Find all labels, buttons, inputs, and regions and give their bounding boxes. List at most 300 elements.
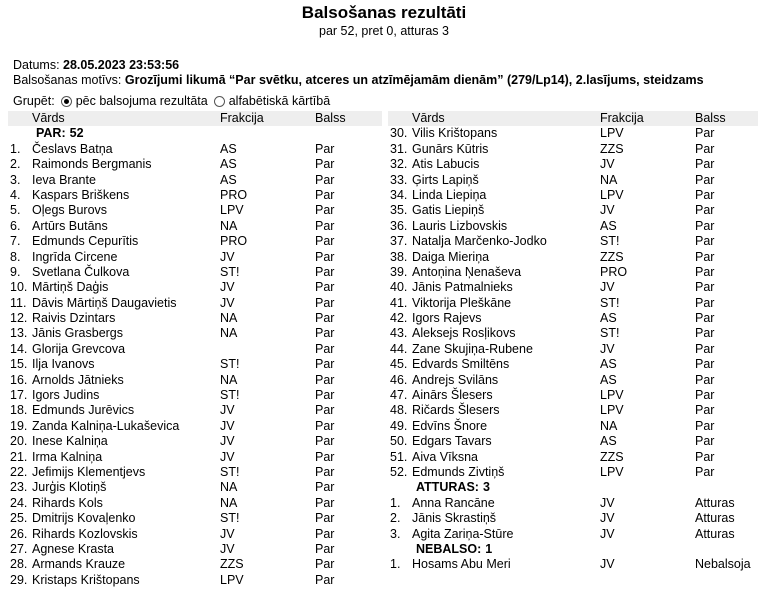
row-number: 36. <box>390 218 408 233</box>
table-row <box>388 250 758 265</box>
deputy-vote: Par <box>315 388 335 403</box>
table-row <box>388 357 758 372</box>
table-row <box>8 434 382 449</box>
table-row <box>388 296 758 311</box>
table-row <box>388 419 758 434</box>
deputy-faction: PRO <box>600 264 628 279</box>
row-number: 9. <box>10 264 21 279</box>
deputy-vote: Par <box>315 280 335 295</box>
deputy-vote: Par <box>695 403 715 418</box>
deputy-faction: JV <box>220 249 235 264</box>
group-label <box>412 542 492 557</box>
vote-motive <box>13 73 704 87</box>
table-row <box>8 188 382 203</box>
deputy-faction: PRO <box>220 187 248 202</box>
table-row <box>8 480 382 495</box>
group-heading <box>388 480 758 495</box>
deputy-vote: Par <box>315 572 335 587</box>
radio-alphabetical[interactable] <box>214 96 225 107</box>
deputy-vote: Atturas <box>695 495 735 510</box>
table-row <box>8 142 382 157</box>
deputy-name: Atis Labucis <box>412 157 480 172</box>
table-row <box>8 450 382 465</box>
group-label <box>32 126 84 141</box>
row-number: 20. <box>10 434 28 449</box>
table-row <box>8 173 382 188</box>
deputy-faction: JV <box>220 418 235 433</box>
deputy-vote: Par <box>695 449 715 464</box>
deputy-name: Igors Rajevs <box>412 311 482 326</box>
deputy-vote: Par <box>315 449 335 464</box>
group-heading <box>388 542 758 557</box>
deputy-name: Rihards Kozlovskis <box>32 526 138 541</box>
row-number: 13. <box>10 326 28 341</box>
deputy-name: Rihards Kols <box>32 495 103 510</box>
motive-label: Balsošanas motīvs: <box>13 73 122 87</box>
deputy-name: Jānis Patmalnieks <box>412 280 513 295</box>
row-number: 3. <box>390 526 401 541</box>
row-number: 4. <box>10 187 21 202</box>
deputy-faction: LPV <box>220 572 244 587</box>
table-row <box>388 496 758 511</box>
row-number: 25. <box>10 511 28 526</box>
column-header-faction: Frakcija <box>600 111 644 125</box>
date-value: 28.05.2023 23:53:56 <box>63 58 180 72</box>
column-header-name: Vārds <box>32 111 65 125</box>
motive-value: Grozījumi likumā “Par svētku, atceres un atzīmējamām dienām” (279/Lp14), 2.lasījums, steidzams <box>124 73 704 87</box>
row-number: 32. <box>390 157 408 172</box>
deputy-faction: NA <box>220 495 238 510</box>
deputy-name: Ieva Brante <box>32 172 96 187</box>
deputy-vote: Par <box>695 126 715 141</box>
deputy-vote: Par <box>695 234 715 249</box>
deputy-name: Svetlana Čulkova <box>32 264 130 279</box>
column-header-faction: Frakcija <box>220 111 264 125</box>
deputy-vote: Par <box>315 218 335 233</box>
deputy-name: Edvards Smiltēns <box>412 357 510 372</box>
table-row <box>8 511 382 526</box>
row-number: 42. <box>390 311 408 326</box>
grouping-control <box>13 94 330 108</box>
row-number: 8. <box>10 249 21 264</box>
deputy-vote: Par <box>315 172 335 187</box>
deputy-name: Inese Kalniņa <box>32 434 108 449</box>
deputy-faction: NA <box>220 326 238 341</box>
deputy-name: Edgars Tavars <box>412 434 492 449</box>
deputy-name: Edmunds Cepurītis <box>32 234 139 249</box>
deputy-vote: Par <box>315 295 335 310</box>
deputy-vote: Par <box>695 295 715 310</box>
deputy-name: Linda Liepiņa <box>412 187 487 202</box>
table-row <box>388 265 758 280</box>
deputy-faction: JV <box>600 280 615 295</box>
row-number: 15. <box>10 357 28 372</box>
deputy-name: Jānis Skrastiņš <box>412 511 497 526</box>
row-number: 40. <box>390 280 408 295</box>
table-row <box>388 234 758 249</box>
deputy-vote: Par <box>315 464 335 479</box>
vote-summary: par 52, pret 0, atturas 3 <box>319 24 449 38</box>
deputy-faction: JV <box>600 511 615 526</box>
deputy-vote: Par <box>315 326 335 341</box>
row-number: 19. <box>10 418 28 433</box>
row-number: 49. <box>390 418 408 433</box>
table-row <box>388 280 758 295</box>
table-row <box>8 419 382 434</box>
table-row <box>388 157 758 172</box>
deputy-faction: ST! <box>220 388 240 403</box>
row-number: 16. <box>10 372 28 387</box>
table-row <box>8 296 382 311</box>
deputy-faction: LPV <box>600 187 624 202</box>
deputy-name: Aiva Vīksna <box>412 449 479 464</box>
deputy-name: Andrejs Svilāns <box>412 372 499 387</box>
table-row <box>8 357 382 372</box>
deputy-name: Jurģis Klotiņš <box>32 480 107 495</box>
table-row <box>8 388 382 403</box>
deputy-faction: JV <box>220 541 235 556</box>
table-row <box>388 557 758 572</box>
row-number: 14. <box>10 341 28 356</box>
deputy-name: Ainārs Šlesers <box>412 388 493 403</box>
deputy-vote: Par <box>315 526 335 541</box>
deputy-vote: Par <box>695 418 715 433</box>
group-label-text: PAR: <box>36 126 66 141</box>
deputy-name: Ričards Šlesers <box>412 403 500 418</box>
deputy-name: Dmitrijs Kovaļenko <box>32 511 136 526</box>
deputy-name: Artūrs Butāns <box>32 218 108 233</box>
table-row <box>8 542 382 557</box>
deputy-faction: JV <box>600 157 615 172</box>
row-number: 26. <box>10 526 28 541</box>
row-number: 45. <box>390 357 408 372</box>
deputy-faction: JV <box>600 557 615 572</box>
table-row <box>388 219 758 234</box>
deputy-faction: LPV <box>220 203 244 218</box>
deputy-name: Raivis Dzintars <box>32 311 116 326</box>
deputy-faction: ST! <box>600 326 620 341</box>
deputy-name: Zanda Kalniņa-Lukaševica <box>32 418 180 433</box>
deputy-faction: ZZS <box>600 249 624 264</box>
row-number: 24. <box>10 495 28 510</box>
row-number: 1. <box>390 557 401 572</box>
deputy-name: Anna Rancāne <box>412 495 495 510</box>
deputy-vote: Par <box>695 264 715 279</box>
deputy-vote: Atturas <box>695 526 735 541</box>
table-row <box>8 342 382 357</box>
deputy-faction: JV <box>220 434 235 449</box>
deputy-name: Ilja Ivanovs <box>32 357 95 372</box>
deputy-vote: Par <box>695 203 715 218</box>
deputy-faction: PRO <box>220 234 248 249</box>
table-row <box>388 142 758 157</box>
deputy-name: Edmunds Jurēvics <box>32 403 135 418</box>
deputy-faction: ST! <box>220 357 240 372</box>
table-row <box>388 188 758 203</box>
table-row <box>8 280 382 295</box>
deputy-name: Natalja Marčenko-Jodko <box>412 234 547 249</box>
deputy-faction: LPV <box>600 464 624 479</box>
row-number: 2. <box>10 157 21 172</box>
row-number: 18. <box>10 403 28 418</box>
radio-alphabetical-label[interactable]: alfabētiskā kārtībā <box>228 94 331 108</box>
row-number: 6. <box>10 218 21 233</box>
deputy-name: Edmunds Zivtiņš <box>412 464 505 479</box>
radio-by-result-label[interactable]: pēc balsojuma rezultāta <box>75 94 208 108</box>
deputy-faction: ST! <box>220 264 240 279</box>
deputy-faction: ZZS <box>220 557 244 572</box>
deputy-faction: JV <box>220 280 235 295</box>
deputy-name: Antoņina Ņenaševa <box>412 264 522 279</box>
row-number: 34. <box>390 187 408 202</box>
deputy-name: Irma Kalniņa <box>32 449 103 464</box>
date-label: Datums: <box>13 58 60 72</box>
table-row <box>8 250 382 265</box>
deputy-name: Mārtiņš Daģis <box>32 280 109 295</box>
table-row <box>388 203 758 218</box>
row-number: 7. <box>10 234 21 249</box>
deputy-faction: JV <box>220 526 235 541</box>
row-number: 39. <box>390 264 408 279</box>
deputy-vote: Par <box>695 218 715 233</box>
row-number: 46. <box>390 372 408 387</box>
deputy-faction: AS <box>600 434 617 449</box>
column-header-name: Vārds <box>412 111 445 125</box>
deputy-faction: JV <box>600 203 615 218</box>
deputy-name: Hosams Abu Meri <box>412 557 511 572</box>
row-number: 29. <box>10 572 28 587</box>
deputy-faction: NA <box>220 372 238 387</box>
deputy-name: Kaspars Briškens <box>32 187 130 202</box>
deputy-faction: NA <box>220 311 238 326</box>
group-label <box>412 480 490 495</box>
deputy-vote: Par <box>315 418 335 433</box>
deputy-faction: ST! <box>220 511 240 526</box>
table-row <box>8 373 382 388</box>
deputy-vote: Par <box>315 372 335 387</box>
deputy-vote: Par <box>315 495 335 510</box>
table-row <box>8 465 382 480</box>
row-number: 52. <box>390 464 408 479</box>
page-title: Balsošanas rezultāti <box>301 3 467 22</box>
deputy-faction: JV <box>600 341 615 356</box>
table-header <box>388 111 758 126</box>
table-row <box>388 511 758 526</box>
row-number: 38. <box>390 249 408 264</box>
table-row <box>8 557 382 572</box>
group-heading <box>8 126 382 141</box>
deputy-vote: Par <box>695 464 715 479</box>
deputy-vote: Par <box>695 311 715 326</box>
deputy-vote: Par <box>695 372 715 387</box>
table-row <box>388 527 758 542</box>
deputy-vote: Par <box>315 234 335 249</box>
deputy-vote: Par <box>695 141 715 156</box>
deputy-name: Viktorija Pleškāne <box>412 295 512 310</box>
table-row <box>8 203 382 218</box>
deputy-faction: JV <box>600 526 615 541</box>
deputy-vote: Par <box>695 172 715 187</box>
deputy-vote: Par <box>315 264 335 279</box>
row-number: 17. <box>10 388 28 403</box>
deputy-vote: Par <box>315 187 335 202</box>
deputy-faction: NA <box>220 480 238 495</box>
deputy-faction: JV <box>220 403 235 418</box>
row-number: 11. <box>10 295 27 310</box>
deputy-name: Ingrīda Circene <box>32 249 118 264</box>
deputy-vote: Nebalsoja <box>695 557 751 572</box>
deputy-name: Lauris Lizbovskis <box>412 218 508 233</box>
row-number: 41. <box>390 295 408 310</box>
table-row <box>388 311 758 326</box>
row-number: 31. <box>390 141 408 156</box>
deputy-faction: AS <box>600 357 617 372</box>
table-row <box>388 126 758 141</box>
deputy-vote: Par <box>695 157 715 172</box>
deputy-vote: Par <box>695 434 715 449</box>
radio-by-result[interactable] <box>61 96 72 107</box>
deputy-name: Glorija Grevcova <box>32 341 126 356</box>
deputy-vote: Par <box>315 357 335 372</box>
deputy-faction: AS <box>600 372 617 387</box>
deputy-name: Igors Judins <box>32 388 100 403</box>
row-number: 27. <box>10 541 28 556</box>
group-count: 1 <box>485 541 493 556</box>
deputy-name: Jefimijs Klementjevs <box>32 464 146 479</box>
deputy-vote: Par <box>315 434 335 449</box>
deputy-name: Aleksejs Rosļikovs <box>412 326 516 341</box>
deputy-faction: LPV <box>600 126 624 141</box>
row-number: 43. <box>390 326 408 341</box>
row-number: 10. <box>10 280 28 295</box>
table-row <box>8 219 382 234</box>
deputy-vote: Par <box>315 249 335 264</box>
deputy-faction: ST! <box>600 234 620 249</box>
results-table-left <box>8 111 382 588</box>
table-header <box>8 111 382 126</box>
deputy-vote: Par <box>695 280 715 295</box>
deputy-vote: Par <box>315 541 335 556</box>
deputy-vote: Par <box>315 141 335 156</box>
table-row <box>8 496 382 511</box>
deputy-vote: Par <box>315 203 335 218</box>
row-number: 33. <box>390 172 408 187</box>
deputy-name: Raimonds Bergmanis <box>32 157 152 172</box>
column-header-vote: Balss <box>315 111 346 125</box>
deputy-faction: AS <box>220 141 237 156</box>
group-label-text: ATTURAS: <box>416 480 479 495</box>
deputy-faction: NA <box>220 218 238 233</box>
deputy-name: Gatis Liepiņš <box>412 203 485 218</box>
table-row <box>388 373 758 388</box>
group-count: 3 <box>482 480 490 495</box>
table-row <box>8 403 382 418</box>
deputy-faction: NA <box>600 418 618 433</box>
column-header-vote: Balss <box>695 111 726 125</box>
deputy-vote: Par <box>315 157 335 172</box>
row-number: 12. <box>10 311 28 326</box>
deputy-faction: JV <box>220 295 235 310</box>
row-number: 22. <box>10 464 28 479</box>
row-number: 3. <box>10 172 21 187</box>
deputy-name: Edvīns Šnore <box>412 418 488 433</box>
row-number: 47. <box>390 388 408 403</box>
deputy-faction: LPV <box>600 403 624 418</box>
table-row <box>8 527 382 542</box>
row-number: 2. <box>390 511 401 526</box>
row-number: 50. <box>390 434 408 449</box>
table-row <box>8 265 382 280</box>
deputy-name: Ģirts Lapiņš <box>412 172 479 187</box>
table-row <box>388 465 758 480</box>
group-label-text: NEBALSO: <box>416 541 482 556</box>
deputy-faction: JV <box>600 495 615 510</box>
table-row <box>388 434 758 449</box>
deputy-name: Zane Skujiņa-Rubene <box>412 341 533 356</box>
row-number: 48. <box>390 403 408 418</box>
deputy-vote: Par <box>315 311 335 326</box>
deputy-name: Arnolds Jātnieks <box>32 372 124 387</box>
deputy-faction: ZZS <box>600 141 624 156</box>
row-number: 37. <box>390 234 408 249</box>
results-table-right <box>388 111 758 573</box>
deputy-faction: JV <box>220 449 235 464</box>
deputy-name: Agita Zariņa-Stūre <box>412 526 514 541</box>
table-row <box>388 403 758 418</box>
table-row <box>388 388 758 403</box>
deputy-vote: Par <box>695 187 715 202</box>
table-row <box>8 234 382 249</box>
deputy-name: Dāvis Mārtiņš Daugavietis <box>32 295 177 310</box>
deputy-vote: Atturas <box>695 511 735 526</box>
deputy-name: Agnese Krasta <box>32 541 114 556</box>
vote-date <box>13 58 179 72</box>
row-number: 28. <box>10 557 28 572</box>
table-row <box>388 450 758 465</box>
row-number: 30. <box>390 126 408 141</box>
deputy-faction: ST! <box>600 295 620 310</box>
row-number: 51. <box>390 449 408 464</box>
deputy-faction: AS <box>220 157 237 172</box>
deputy-vote: Par <box>315 480 335 495</box>
table-row <box>8 311 382 326</box>
deputy-vote: Par <box>695 357 715 372</box>
deputy-name: Oļegs Burovs <box>32 203 108 218</box>
deputy-name: Gunārs Kūtris <box>412 141 489 156</box>
deputy-vote: Par <box>695 341 715 356</box>
deputy-name: Vilis Krištopans <box>412 126 498 141</box>
table-row <box>8 573 382 588</box>
row-number: 35. <box>390 203 408 218</box>
deputy-vote: Par <box>315 511 335 526</box>
table-row <box>8 326 382 341</box>
deputy-vote: Par <box>695 388 715 403</box>
deputy-faction: ZZS <box>600 449 624 464</box>
row-number: 1. <box>390 495 401 510</box>
deputy-faction: AS <box>600 311 617 326</box>
deputy-name: Česlavs Batņa <box>32 141 113 156</box>
deputy-vote: Par <box>315 341 335 356</box>
table-row <box>8 157 382 172</box>
row-number: 5. <box>10 203 21 218</box>
deputy-vote: Par <box>695 249 715 264</box>
deputy-name: Kristaps Krištopans <box>32 572 140 587</box>
deputy-name: Armands Krauze <box>32 557 126 572</box>
group-count: 52 <box>69 126 84 141</box>
row-number: 21. <box>10 449 28 464</box>
table-row <box>388 326 758 341</box>
deputy-faction: LPV <box>600 388 624 403</box>
